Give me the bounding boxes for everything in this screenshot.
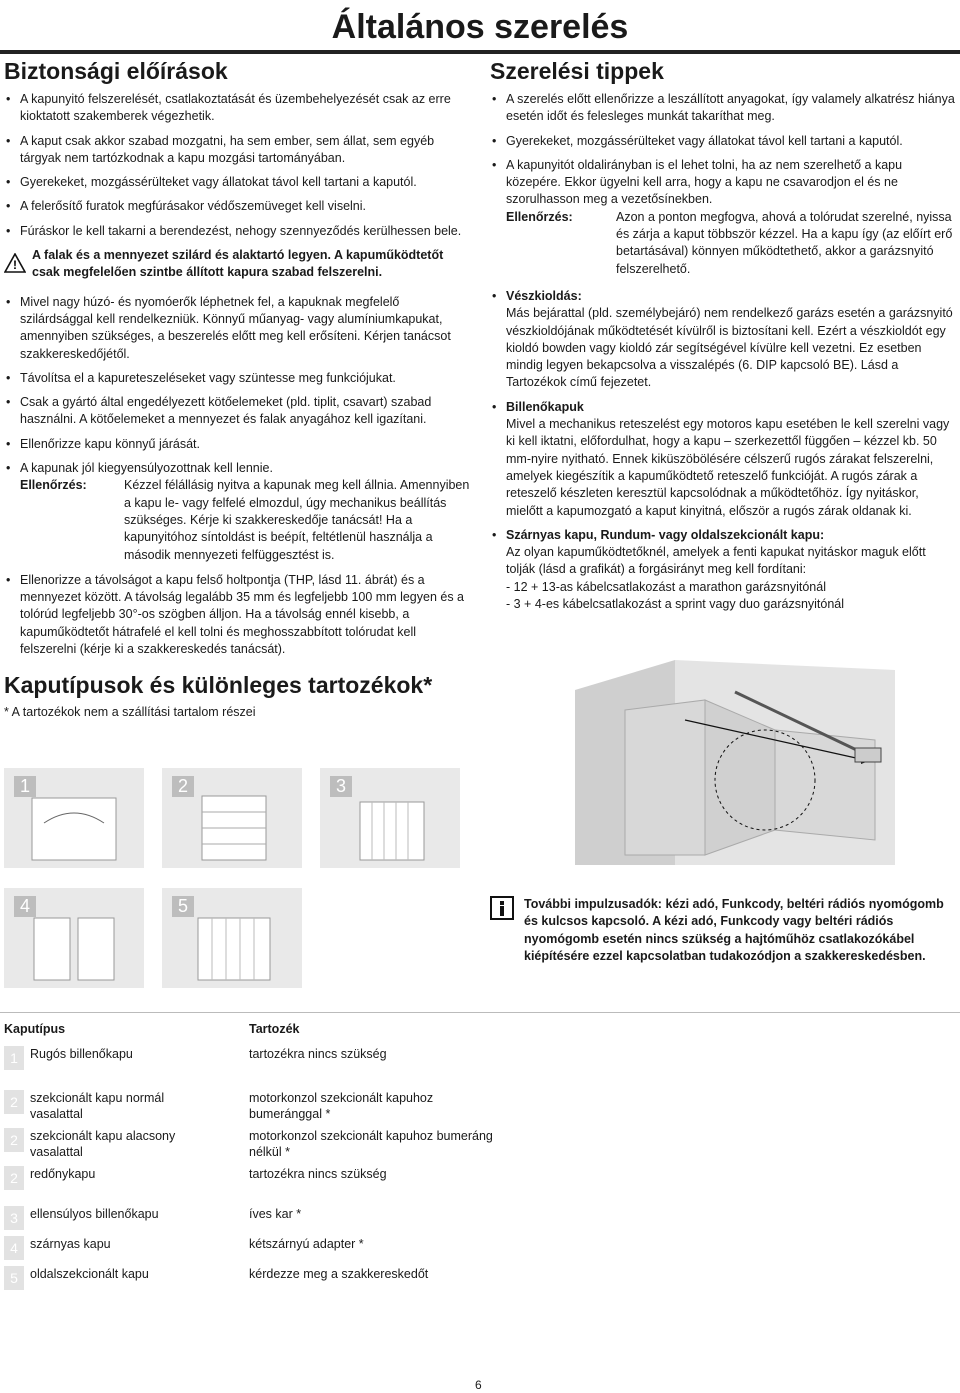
check-label: Ellenőrzés: (506, 209, 573, 224)
row-number: 3 (4, 1206, 24, 1230)
list-item: • A szerelés előtt ellenőrizze a leszállított anyagokat, így valamely alkatrész hiánya esetén időt és felesleges munkát takaríthat meg. (490, 91, 956, 126)
list-item (490, 399, 956, 520)
list-item: • A kapunyitó felszerelését, csatlakoztatását és üzembehelyezését csak az erre kioktatott szakemberek végezhetik. (4, 91, 472, 126)
row-type: szekcionált kapu alacsony vasalattal (30, 1129, 176, 1159)
row-number: 2 (4, 1166, 24, 1190)
row-type: oldalszekcionált kapu (30, 1267, 149, 1281)
warning-icon (4, 247, 32, 282)
tile-number: 5 (172, 896, 194, 917)
tile-number: 3 (330, 776, 352, 797)
page-title: Általános szerelés (331, 8, 629, 46)
table-row (4, 1046, 509, 1076)
check-label: Ellenőrzés: (20, 478, 87, 493)
list-item: • A kapunak jól kiegyensúlyozottnak kell lennie. (4, 460, 472, 477)
wing-text: Az olyan kapuműködtetőknél, amelyek a fenti kapukat nyitáskor maguk előtt tolják (lásd a grafikát) a forgásirányt meg kell fordítani: (506, 545, 926, 577)
info-icon (490, 896, 524, 965)
row-accessory: kérdezze meg a szakkereskedőt (249, 1267, 429, 1281)
row-accessory: tartozékra nincs szükség (249, 1047, 387, 1061)
table-row (4, 1266, 509, 1296)
door-type-table (4, 1022, 509, 1296)
list-item: • Ellenőrizze kapu könnyű járását. (4, 436, 472, 453)
list-item: • Gyerekeket, mozgássérülteket vagy állatokat távol kell tartani a kaputól. (4, 174, 472, 191)
types-title: Kaputípusok és különleges tartozékok* (4, 672, 433, 699)
warning-text: A falak és a mennyezet szilárd és alaktartó legyen. A kapuműködtetőt csak megfelelően szintbe állított kapura szabad felszerelni. (32, 248, 444, 280)
safety-list (4, 91, 472, 240)
tile-number: 1 (14, 776, 36, 797)
row-number: 2 (4, 1090, 24, 1114)
tips-list (490, 91, 956, 209)
check-text: Azon a ponton megfogva, ahová a tolórudat szerelné, nyissa és zárja a kaput többször kézzel. Ha a kapu így (az előírt erő betartásával) könnyen működtethető, akkor a garázsnyitó felszerelhető. (616, 209, 953, 276)
emergency-title: • Vészkioldás: (506, 288, 582, 303)
door-image-2 (162, 768, 302, 868)
table-row (4, 1128, 509, 1166)
table-row (4, 1236, 509, 1266)
row-type: szekcionált kapu normál vasalattal (30, 1091, 165, 1121)
title-rule (0, 50, 960, 54)
row-number: 1 (4, 1046, 24, 1070)
list-item (490, 288, 956, 392)
row-type: Rugós billenőkapu (30, 1047, 133, 1061)
section-divider (0, 1012, 960, 1013)
list-item (490, 527, 956, 613)
tile-number: 2 (172, 776, 194, 797)
row-type: ellensúlyos billenőkapu (30, 1207, 159, 1221)
wing-title: • Szárnyas kapu, Rundum- vagy oldalszekcionált kapu: (506, 527, 825, 542)
left-column (4, 58, 472, 719)
tilt-text: Mivel a mechanikus reteszelést egy motoros kapu esetében le kell szerelni vagy ki kell iktatni, előfordulhat, hogy a kapu – szerkezettől függően – kézzel kb. 50 mm-nyire nyitható. Ennek kiküszöbölésére célszerű rugós zárakat felszerelni, amelyek kiegészítik a kapuműködtető reteszelő funkcióját. A rugós zárak a reteszelő készleten keresztül kapcsolódnak a működtetőhöz. Így nyitáskor, mielőtt a kapumozgató a kaput kinyitná, először a rugós zárak oldanak ki. (506, 417, 950, 518)
check-block (4, 477, 472, 563)
info-text: További impulzusadók: kézi adó, Funkcody, beltéri rádiós nyomógomb és kulcsos kapcsoló. A kézi adó, Funkcody vagy beltéri rádiós nyomógomb esetén nincs szükség a hajtóműhöz csatlakozókábel kiépítésére ezzel kapcsolatban tudakozódjon a szakkereskedésben. (524, 897, 944, 963)
distance-list (4, 572, 472, 658)
door-image-1 (4, 768, 144, 868)
list-item: • Csak a gyártó által engedélyezett kötőelemeket (pld. tiplit, csavart) szabad használni. A kötőelemeket a mennyezet és falak anyagához kell igazítani. (4, 394, 472, 429)
page-number: 6 (475, 1378, 482, 1392)
row-type: redőnykapu (30, 1167, 96, 1181)
garage-opener-illustration (565, 640, 905, 870)
list-item: • Gyerekeket, mozgássérülteket vagy állatokat távol kell tartani a kaputól. (490, 133, 956, 150)
special-list (490, 288, 956, 613)
door-image-4 (4, 888, 144, 988)
list-item: • Távolítsa el a kapureteszeléseket vagy szüntesse meg funkciójukat. (4, 370, 472, 387)
table-header-type: Kaputípus (4, 1022, 66, 1036)
row-type: szárnyas kapu (30, 1237, 111, 1251)
check-block (490, 209, 956, 278)
wing-line-1: - 12 + 13-as kábelcsatlakozást a marathon garázsnyitónál (506, 579, 826, 594)
list-item: • Fúráskor le kell takarni a berendezést, nehogy szennyeződés kerülhessen bele. (4, 223, 472, 240)
tips-title: Szerelési tippek (490, 58, 664, 84)
types-note: * A tartozékok nem a szállítási tartalom részei (4, 705, 256, 720)
tile-number: 4 (14, 896, 36, 917)
right-column (490, 58, 956, 620)
warning-box (4, 247, 472, 282)
door-image-5 (162, 888, 302, 988)
emergency-text: Más bejárattal (pld. személybejáró) nem rendelkező garázs esetén a garázsnyitó vészkioldójának működtetését kívülről is biztosítani kell. Ezért a vészkioldót egy kioldó bowden vagy kioldó zár segítségével kívülre kell vezetni. Ez esetben mindig legyen bekapcsolva a visszalépés (6. DIP kapcsoló BE). Lásd a Tartozékok című fejezetet. (506, 306, 953, 390)
row-accessory: tartozékra nincs szükség (249, 1167, 387, 1181)
list-item: • A felerősítő furatok megfúrásakor védőszemüveget kell viselni. (4, 198, 472, 215)
row-accessory: kétszárnyú adapter * (249, 1237, 364, 1251)
row-accessory: íves kar * (249, 1207, 302, 1221)
row-accessory: motorkonzol szekcionált kapuhoz bumeránggal * (249, 1091, 434, 1121)
row-accessory: motorkonzol szekcionált kapuhoz bumeráng nélkül * (249, 1129, 493, 1159)
table-row (4, 1196, 509, 1236)
list-item: • A kapunyitót oldalirányban is el lehet tolni, ha az nem szerelhető a kapu közepére. Ekkor ügyelni kell arra, hogy a kapu ne csavarodjon el és ne szorulhasson meg a vezetősínekben. (490, 157, 956, 209)
table-row (4, 1076, 509, 1128)
table-header-accessory: Tartozék (249, 1022, 300, 1036)
door-image-3 (320, 768, 460, 868)
svg-text:!: ! (13, 258, 17, 273)
door-type-images (4, 768, 474, 990)
row-number: 4 (4, 1236, 24, 1260)
list-item: • Mivel nagy húzó- és nyomóerők léphetnek fel, a kapuknak megfelelő szilárdsággal kell rendelkezniük. Könnyű műanyag- vagy alumíniumkapukat, amennyiben szükséges, a beszerelés előtt meg kell erősíteni. Kérjen tanácsot szakkereskedőjétől. (4, 294, 472, 363)
tilt-title: • Billenőkapuk (506, 399, 584, 414)
wing-line-2: - 3 + 4-es kábelcsatlakozást a sprint vagy duo garázsnyitónál (506, 597, 845, 612)
row-number: 2 (4, 1128, 24, 1152)
table-row (4, 1166, 509, 1196)
safety-title: Biztonsági előírások (4, 58, 228, 84)
row-number: 5 (4, 1266, 24, 1290)
mounting-list (4, 294, 472, 478)
list-item: • A kaput csak akkor szabad mozgatni, ha sem ember, sem állat, sem egyéb tárgyak nem tartózkodnak a kapu mozgási tartományában. (4, 133, 472, 168)
check-text: Kézzel félállásig nyitva a kapunak meg kell állnia. Amennyiben a kapu le- vagy felfelé elmozdul, úgy mechanikus beállítás szükséges. Kérje ki szakkereskedője tanácsát! Ha a kapunyitóhoz síntoldást is beépít, feltétlenül használja a második mennyezeti felfüggesztést is. (124, 478, 470, 562)
list-item: • Ellenorizze a távolságot a kapu felső holtpontja (THP, lásd 11. ábrát) és a mennyezet között. A távolság legalább 35 mm és legfeljebb 100 mm legyen és a tolórúd legfeljebb 30°-os szögben álljon. Ha a távolság ennél kisebb, a kapuműködtetőt hátrafelé el kell tolni és meghosszabbított tolórudat kell felszerelni (kérje ki a szakkereskedés tanácsát). (4, 572, 472, 658)
info-box (490, 896, 956, 965)
